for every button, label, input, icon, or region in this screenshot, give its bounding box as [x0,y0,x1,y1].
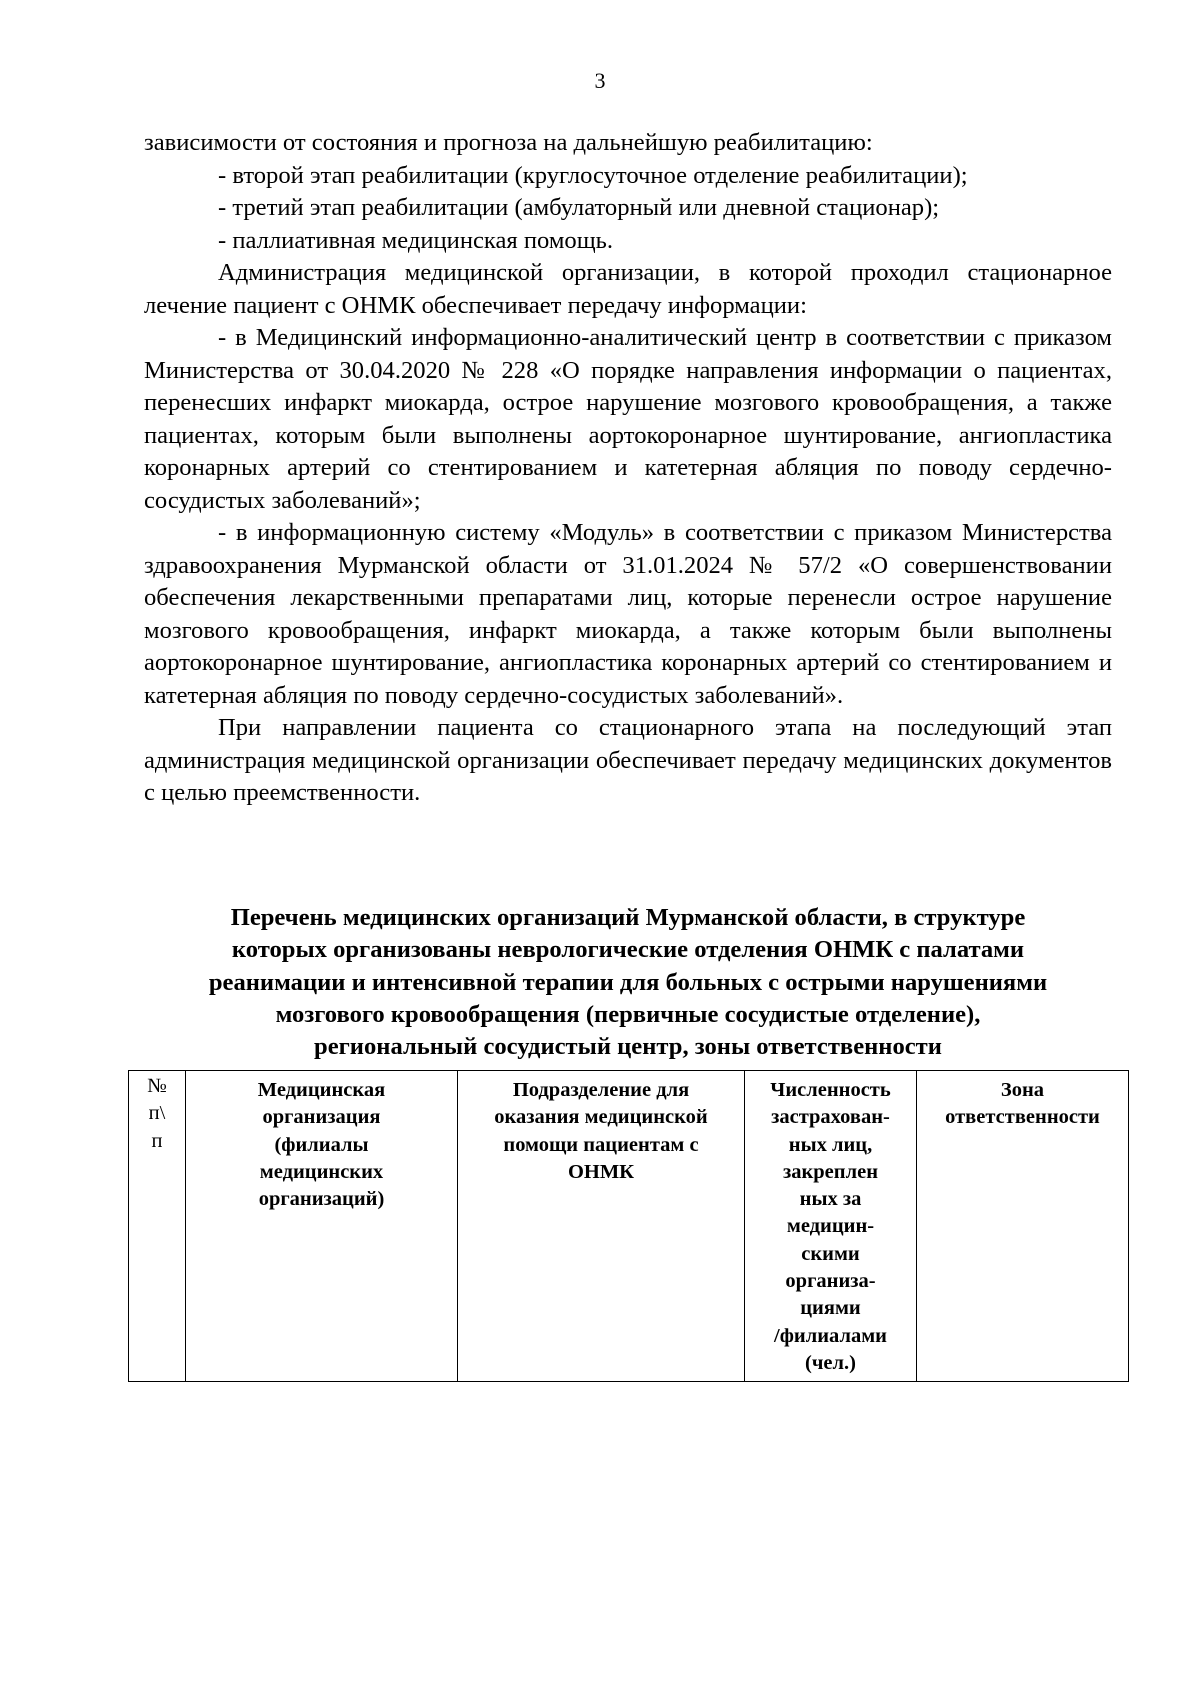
header-line: медицинских [259,1160,384,1183]
header-line: (чел.) [805,1351,856,1374]
paragraph: - в Медицинский информационно-аналитический центр в соответствии с приказом Министерства от 30.04.2020 № 228 «О порядке направления информации о пациентах, перенесших инфаркт миокарда, острое нарушение мозгового кровообращения, а также пациентах, которым были выполнены аортокоронарное шунтирование, ангиопластика коронарных артерий со стентированием и катетерная абляция по поводу сердечно-сосудистых заболеваний»; [144,324,1112,514]
header-line: закреплен [782,1160,879,1183]
heading-line: Перечень медицинских организаций Мурманской области, в структуре [230,904,1026,931]
header-line: оказания медицинской [494,1106,708,1129]
header-line: Зона [1000,1079,1045,1101]
paragraph: - третий этап реабилитации (амбулаторный или дневной стационар); [218,194,940,221]
header-line: /филиалами [774,1324,887,1347]
paragraph: Администрация медицинской организации, в которой проходил стационарное лечение пациент с ОНМК обеспечивает передачу информации: [144,259,1112,319]
header-line: застрахован- [771,1106,890,1129]
header-line: (филиалы [274,1133,369,1156]
header-line: помощи пациентам с [503,1133,699,1156]
page-number: 3 [594,68,606,93]
header-line: ных за [799,1188,862,1211]
heading-line: реанимации и интенсивной терапии для больных с острыми нарушениями [208,968,1048,996]
heading-line: региональный сосудистый центр, зоны ответственности [314,1033,942,1061]
col-zone-header [917,1071,1129,1382]
paragraph: - второй этап реабилитации (круглосуточное отделение реабилитации); [218,161,968,189]
header-line: ных лиц, [788,1133,873,1156]
header-line: циями [800,1297,861,1320]
header-line: ответственности [945,1106,1100,1129]
header-line: п\ [148,1102,166,1125]
col-population-header [745,1071,917,1382]
header-line: ОНМК [567,1160,635,1183]
table-header-row [129,1071,1129,1382]
section-heading [130,902,1126,1063]
heading-line: мозгового кровообращения (первичные сосудистые отделение), [275,1000,981,1028]
header-line: организа- [785,1270,876,1293]
header-line: п [151,1129,163,1152]
header-line: № [147,1075,167,1097]
header-line: Подразделение для [512,1079,690,1101]
paragraph: - паллиативная медицинская помощь. [218,226,614,254]
paragraph: зависимости от состояния и прогноза на дальнейшую реабилитацию: [144,129,873,156]
header-line: организация [262,1106,381,1129]
body-text [144,127,1112,810]
paragraph: При направлении пациента со стационарного этапа на последующий этап администрация медицинской организации обеспечивает передачу медицинских документов с целью преемственности. [144,714,1112,806]
col-organization-header [186,1071,458,1382]
paragraph: - в информационную систему «Модуль» в соответствии с приказом Министерства здравоохранения Мурманской области от 31.01.2024 № 57/2 «О совершенствовании обеспечения лекарственными препаратами лиц, которые перенесли острое нарушение мозгового кровообращения, инфаркт миокарда, а также которым были выполнены аортокоронарное шунтирование, ангиопластика коронарных артерий со стентированием и катетерная абляция по поводу сердечно-сосудистых заболеваний». [144,519,1112,709]
header-line: скими [801,1242,860,1265]
header-line: медицин- [786,1215,875,1238]
col-number-header [129,1071,186,1382]
heading-line: которых организованы неврологические отделения ОНМК с палатами [231,936,1025,964]
header-line: Медицинская [257,1079,386,1101]
col-division-header [458,1071,745,1382]
header-line: Численность [770,1079,891,1101]
header-line: организаций) [258,1188,385,1211]
organizations-table [128,1070,1129,1382]
